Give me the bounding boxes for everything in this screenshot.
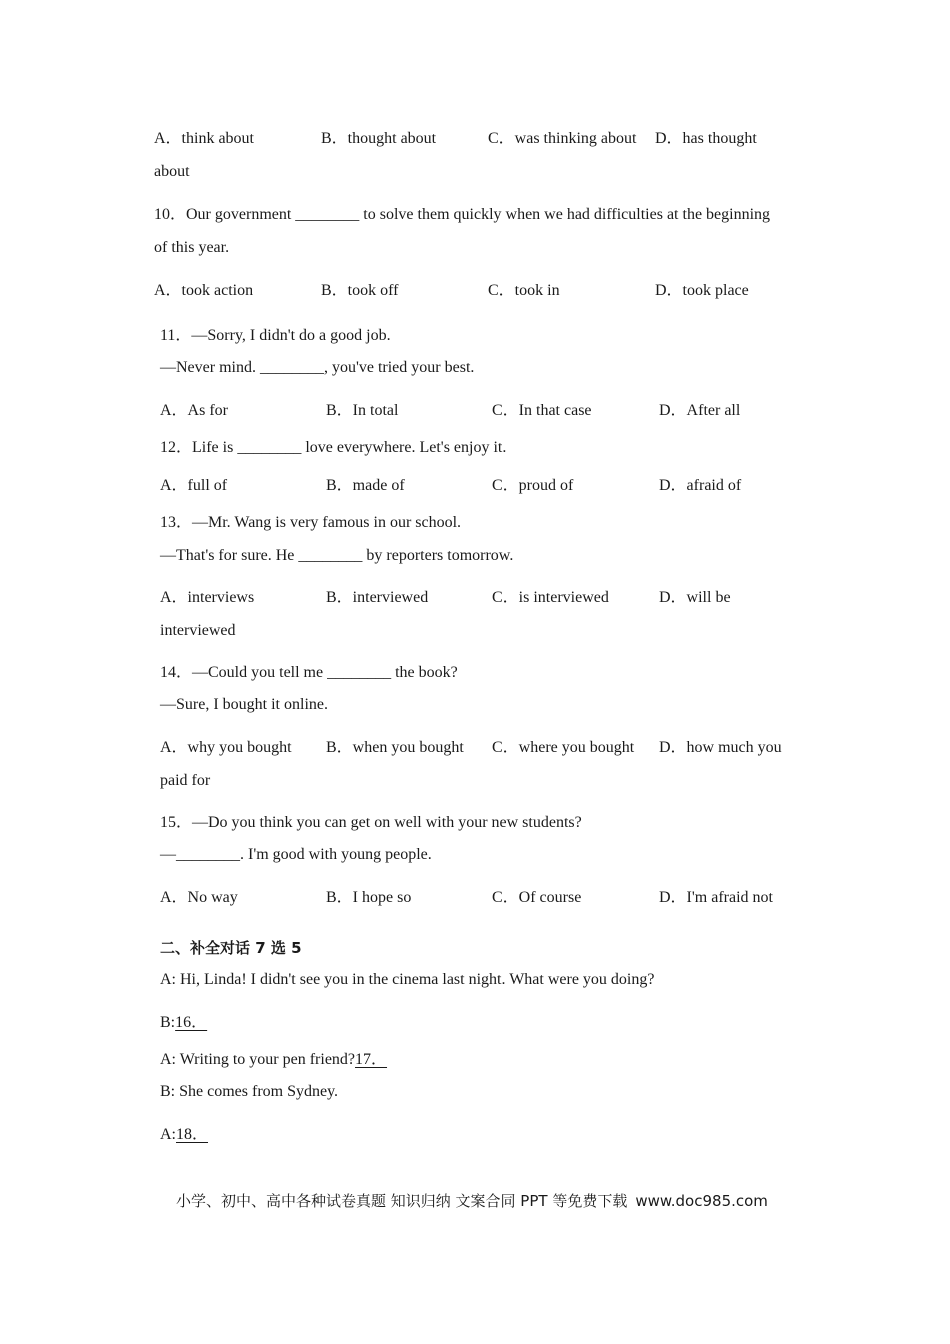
dialog-line-text: B: She comes from Sydney. bbox=[160, 1083, 339, 1100]
answer-blank-17[interactable]: 17． bbox=[355, 1051, 388, 1068]
answer-blank-18[interactable]: 18． bbox=[176, 1126, 209, 1143]
q9-option-a: A．think about bbox=[154, 130, 254, 147]
q13-option-d: D．will be bbox=[659, 589, 731, 606]
q11-option-c: C．In that case bbox=[492, 402, 592, 419]
dialog-line-text: A: Hi, Linda! I didn't see you in the cinema last night. What were you doing? bbox=[160, 971, 655, 988]
q12-stem-line1: 12．Life is ________ love everywhere. Let's enjoy it. bbox=[160, 439, 507, 456]
q9-option-c: C．was thinking about bbox=[488, 130, 637, 147]
q9-option-wrap: about bbox=[154, 163, 190, 180]
q13-option-c: C．is interviewed bbox=[492, 589, 609, 606]
q14-option-a: A．why you bought bbox=[160, 739, 292, 756]
footer-text: 小学、初中、高中各种试卷真题 知识归纳 文案合同 PPT 等免费下载 bbox=[176, 1192, 628, 1210]
q14-option-b: B．when you bought bbox=[326, 739, 464, 756]
dialog-line-text: A: Writing to your pen friend? bbox=[160, 1051, 356, 1068]
answer-blank-16[interactable]: 16． bbox=[175, 1014, 208, 1031]
q15-stem-line1: 15．—Do you think you can get on well with your new students? bbox=[160, 814, 582, 831]
q14-option-c: C．where you bought bbox=[492, 739, 635, 756]
dialog-line-4 bbox=[160, 1083, 338, 1101]
q9-option-d: D．has thought bbox=[655, 130, 757, 147]
q13-option-a: A．interviews bbox=[160, 589, 255, 606]
dialog-line-text: B: bbox=[160, 1014, 176, 1031]
dialog-line-text: A: bbox=[160, 1126, 176, 1143]
q13-stem-line2: —That's for sure. He ________ by reporters tomorrow. bbox=[160, 547, 514, 564]
q13-option-wrap: interviewed bbox=[160, 622, 236, 639]
q13-stem-line1: 13．—Mr. Wang is very famous in our school. bbox=[160, 514, 462, 531]
q12-option-b: B．made of bbox=[326, 477, 405, 494]
q14-option-wrap: paid for bbox=[160, 772, 211, 789]
q11-option-a: A．As for bbox=[160, 402, 228, 419]
q10-option-a: A．took action bbox=[154, 282, 254, 299]
dialog-line-3 bbox=[160, 1046, 389, 1069]
q15-option-b: B．I hope so bbox=[326, 889, 412, 906]
q15-stem-line2: —________. I'm good with young people. bbox=[160, 846, 432, 863]
q12-option-a: A．full of bbox=[160, 477, 228, 494]
q11-option-b: B．In total bbox=[326, 402, 399, 419]
dialog-line-5 bbox=[160, 1121, 210, 1144]
q12-option-d: D．afraid of bbox=[659, 477, 742, 494]
q15-option-c: C．Of course bbox=[492, 889, 582, 906]
q11-option-d: D．After all bbox=[659, 402, 741, 419]
section-title: 二、补全对话 7 选 5 bbox=[160, 939, 302, 957]
q10-option-d: D．took place bbox=[655, 282, 749, 299]
q15-option-d: D．I'm afraid not bbox=[659, 889, 773, 906]
q10-option-c: C．took in bbox=[488, 282, 560, 299]
dialog-line-1 bbox=[160, 971, 654, 989]
q14-stem-line2: —Sure, I bought it online. bbox=[160, 696, 328, 713]
q9-option-b: B．thought about bbox=[321, 130, 437, 147]
q15-option-a: A．No way bbox=[160, 889, 238, 906]
q12-option-c: C．proud of bbox=[492, 477, 574, 494]
q10-option-b: B．took off bbox=[321, 282, 399, 299]
dialog-line-2 bbox=[160, 1009, 209, 1032]
q11-stem-line2: —Never mind. ________, you've tried your best. bbox=[160, 359, 475, 376]
page-footer bbox=[176, 1190, 768, 1211]
q11-stem-line1: 11．—Sorry, I didn't do a good job. bbox=[160, 327, 391, 344]
q14-option-d: D．how much you bbox=[659, 739, 782, 756]
q14-stem-line1: 14．—Could you tell me ________ the book? bbox=[160, 664, 458, 681]
q10-stem-line1: 10．Our government ________ to solve them quickly when we had difficulties at the beginning bbox=[154, 206, 771, 223]
q10-stem-line2: of this year. bbox=[154, 239, 230, 256]
footer-site-link[interactable]: www.doc985.com bbox=[635, 1192, 768, 1210]
q13-option-b: B．interviewed bbox=[326, 589, 429, 606]
